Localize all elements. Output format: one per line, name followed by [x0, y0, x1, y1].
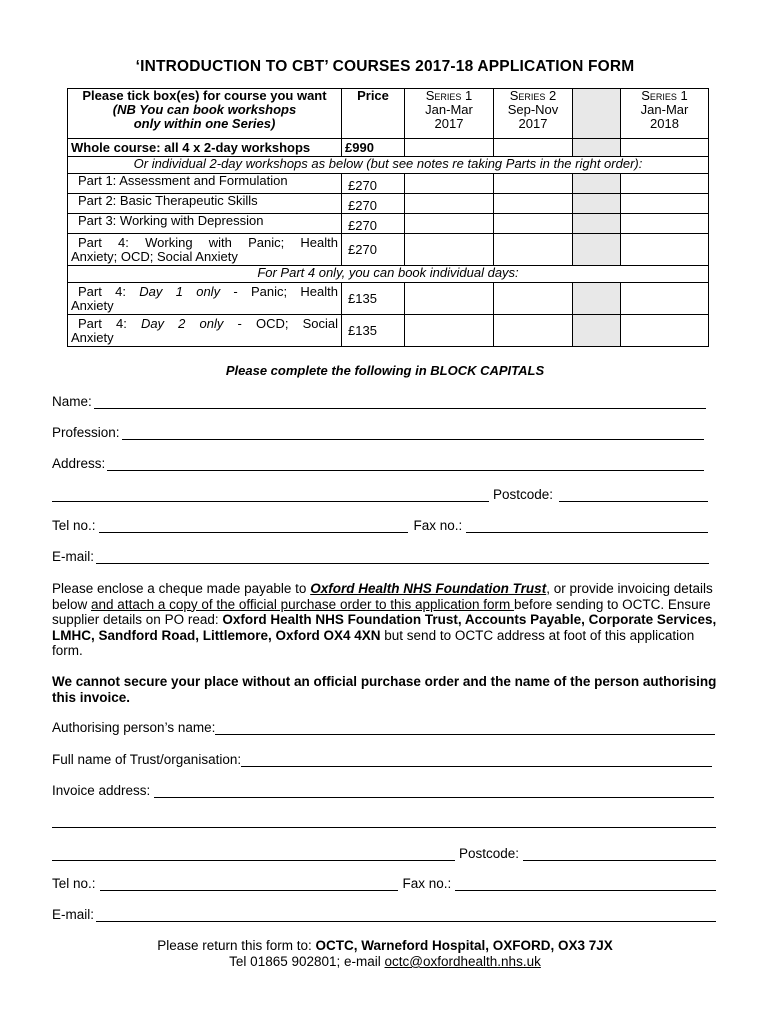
table-row — [68, 174, 709, 194]
tick-box[interactable] — [621, 174, 709, 194]
tick-box[interactable] — [405, 283, 494, 315]
invoice-postcode-row[interactable]: Postcode: — [52, 846, 716, 861]
series-header: Series 2 Sep-Nov 2017 — [494, 89, 573, 139]
shaded-cell — [573, 214, 621, 234]
address-postcode-row[interactable]: Postcode: — [52, 487, 708, 502]
authorising-input-line[interactable] — [215, 722, 715, 735]
table-row — [68, 283, 709, 315]
shaded-cell — [573, 234, 621, 266]
part-label: Part 4: Working with Panic; Health Anxiety; OCD; Social Anxiety — [68, 234, 342, 266]
tick-box[interactable] — [405, 234, 494, 266]
shaded-cell — [573, 89, 621, 139]
part-label: Part 1: Assessment and Formulation — [68, 174, 342, 194]
profession-input-line[interactable] — [122, 427, 704, 440]
tel-fax-row[interactable]: Tel no.: Fax no.: — [52, 518, 708, 533]
tick-box[interactable] — [621, 139, 709, 157]
invoice-address-input-line2[interactable] — [52, 815, 716, 828]
day-label: Part 4: Day 2 only - OCD; Social Anxiety — [68, 315, 342, 347]
invoice-address-input-line[interactable] — [154, 785, 714, 798]
shaded-cell — [573, 139, 621, 157]
day-label: Part 4: Day 1 only - Panic; Health Anxiety — [68, 283, 342, 315]
trust-name-field[interactable]: Full name of Trust/organisation: — [52, 752, 712, 767]
tick-box[interactable] — [621, 283, 709, 315]
tick-box[interactable] — [405, 194, 494, 214]
invoice-tel-input-line[interactable] — [100, 878, 398, 891]
invoice-address-line3[interactable] — [52, 848, 455, 861]
form-title: ‘INTRODUCTION TO CBT’ COURSES 2017-18 APPLICATION FORM — [135, 58, 635, 75]
name-input-line[interactable] — [94, 396, 706, 409]
tick-box[interactable] — [494, 139, 573, 157]
trust-name-input-line[interactable] — [241, 754, 712, 767]
invoice-email-field[interactable]: E-mail: — [52, 907, 716, 922]
table-header-row — [68, 89, 709, 139]
table-row — [68, 194, 709, 214]
invoice-postcode-input-line[interactable] — [523, 848, 716, 861]
shaded-cell — [573, 315, 621, 347]
part-price: £270 — [342, 194, 405, 214]
tick-box[interactable] — [494, 194, 573, 214]
payment-instructions: Please enclose a cheque made payable to Oxford Health NHS Foundation Trust, or provide invoicing details below and attach a copy of the official purchase order to this application form before sending to OCTC. Ensure supplier details on PO read: Oxford Health NHS Foundation Trust, Accounts Payable, Corporate Services, LMHC, Sandford Road, Littlemore, Oxford OX4 4XN but send to OCTC address at foot of this application form. — [52, 581, 717, 658]
tick-box[interactable] — [494, 234, 573, 266]
part-price: £270 — [342, 234, 405, 266]
table-row — [68, 234, 709, 266]
tick-box[interactable] — [621, 214, 709, 234]
tick-box[interactable] — [405, 139, 494, 157]
shaded-cell — [573, 174, 621, 194]
shaded-cell — [573, 194, 621, 214]
invoice-address-field[interactable]: Invoice address: — [52, 783, 714, 798]
tick-instructions: Please tick box(es) for course you want (NB You can book workshops only within one Series) — [68, 89, 342, 139]
price-header: Price — [342, 89, 405, 139]
tick-box[interactable] — [494, 283, 573, 315]
tick-box[interactable] — [621, 315, 709, 347]
shaded-cell — [573, 283, 621, 315]
tick-box[interactable] — [494, 174, 573, 194]
name-field[interactable]: Name: — [52, 394, 706, 409]
individual-note: Or individual 2-day workshops as below (but see notes re taking Parts in the right order): — [68, 157, 709, 174]
part-price: £270 — [342, 174, 405, 194]
part-price: £270 — [342, 214, 405, 234]
tick-box[interactable] — [621, 234, 709, 266]
table-row — [68, 139, 709, 157]
whole-course-label: Whole course: all 4 x 2-day workshops — [68, 139, 342, 157]
block-capitals-note: Please complete the following in BLOCK CAPITALS — [225, 363, 545, 378]
invoice-tel-fax-row[interactable]: Tel no.: Fax no.: — [52, 876, 716, 891]
tick-box[interactable] — [494, 214, 573, 234]
tick-box[interactable] — [405, 214, 494, 234]
table-row — [68, 157, 709, 174]
day-price: £135 — [342, 315, 405, 347]
day-price: £135 — [342, 283, 405, 315]
part-label: Part 3: Working with Depression — [68, 214, 342, 234]
tick-box[interactable] — [405, 174, 494, 194]
email-input-line[interactable] — [96, 551, 709, 564]
series-header: Series 1 Jan-Mar 2017 — [405, 89, 494, 139]
whole-course-price: £990 — [342, 139, 405, 157]
tick-box[interactable] — [494, 315, 573, 347]
course-table — [67, 88, 709, 347]
invoice-email-input-line[interactable] — [96, 909, 716, 922]
return-address: Please return this form to: OCTC, Warneford Hospital, OXFORD, OX3 7JX — [157, 938, 613, 953]
invoice-address-line2[interactable] — [52, 815, 716, 828]
profession-field[interactable]: Profession: — [52, 425, 704, 440]
table-row — [68, 315, 709, 347]
tick-box[interactable] — [621, 194, 709, 214]
tel-input-line[interactable] — [99, 520, 408, 533]
postcode-input-line[interactable] — [559, 489, 708, 502]
authorising-field[interactable]: Authorising person’s name: — [52, 720, 715, 735]
address-field[interactable]: Address: — [52, 456, 704, 471]
table-row — [68, 214, 709, 234]
table-row — [68, 266, 709, 283]
part-label: Part 2: Basic Therapeutic Skills — [68, 194, 342, 214]
address-input-line[interactable] — [107, 458, 704, 471]
invoice-fax-input-line[interactable] — [455, 878, 716, 891]
contact-line: Tel 01865 902801; e-mail octc@oxfordhealth.nhs.uk — [229, 954, 541, 969]
purchase-order-warning: We cannot secure your place without an official purchase order and the name of the person authorising this invoice. — [52, 674, 717, 705]
part4-note: For Part 4 only, you can book individual days: — [68, 266, 709, 283]
fax-input-line[interactable] — [466, 520, 708, 533]
tick-box[interactable] — [405, 315, 494, 347]
email-field[interactable]: E-mail: — [52, 549, 709, 564]
email-link[interactable]: octc@oxfordhealth.nhs.uk — [384, 954, 541, 969]
address-line2[interactable] — [52, 489, 489, 502]
series-header: Series 1 Jan-Mar 2018 — [621, 89, 709, 139]
